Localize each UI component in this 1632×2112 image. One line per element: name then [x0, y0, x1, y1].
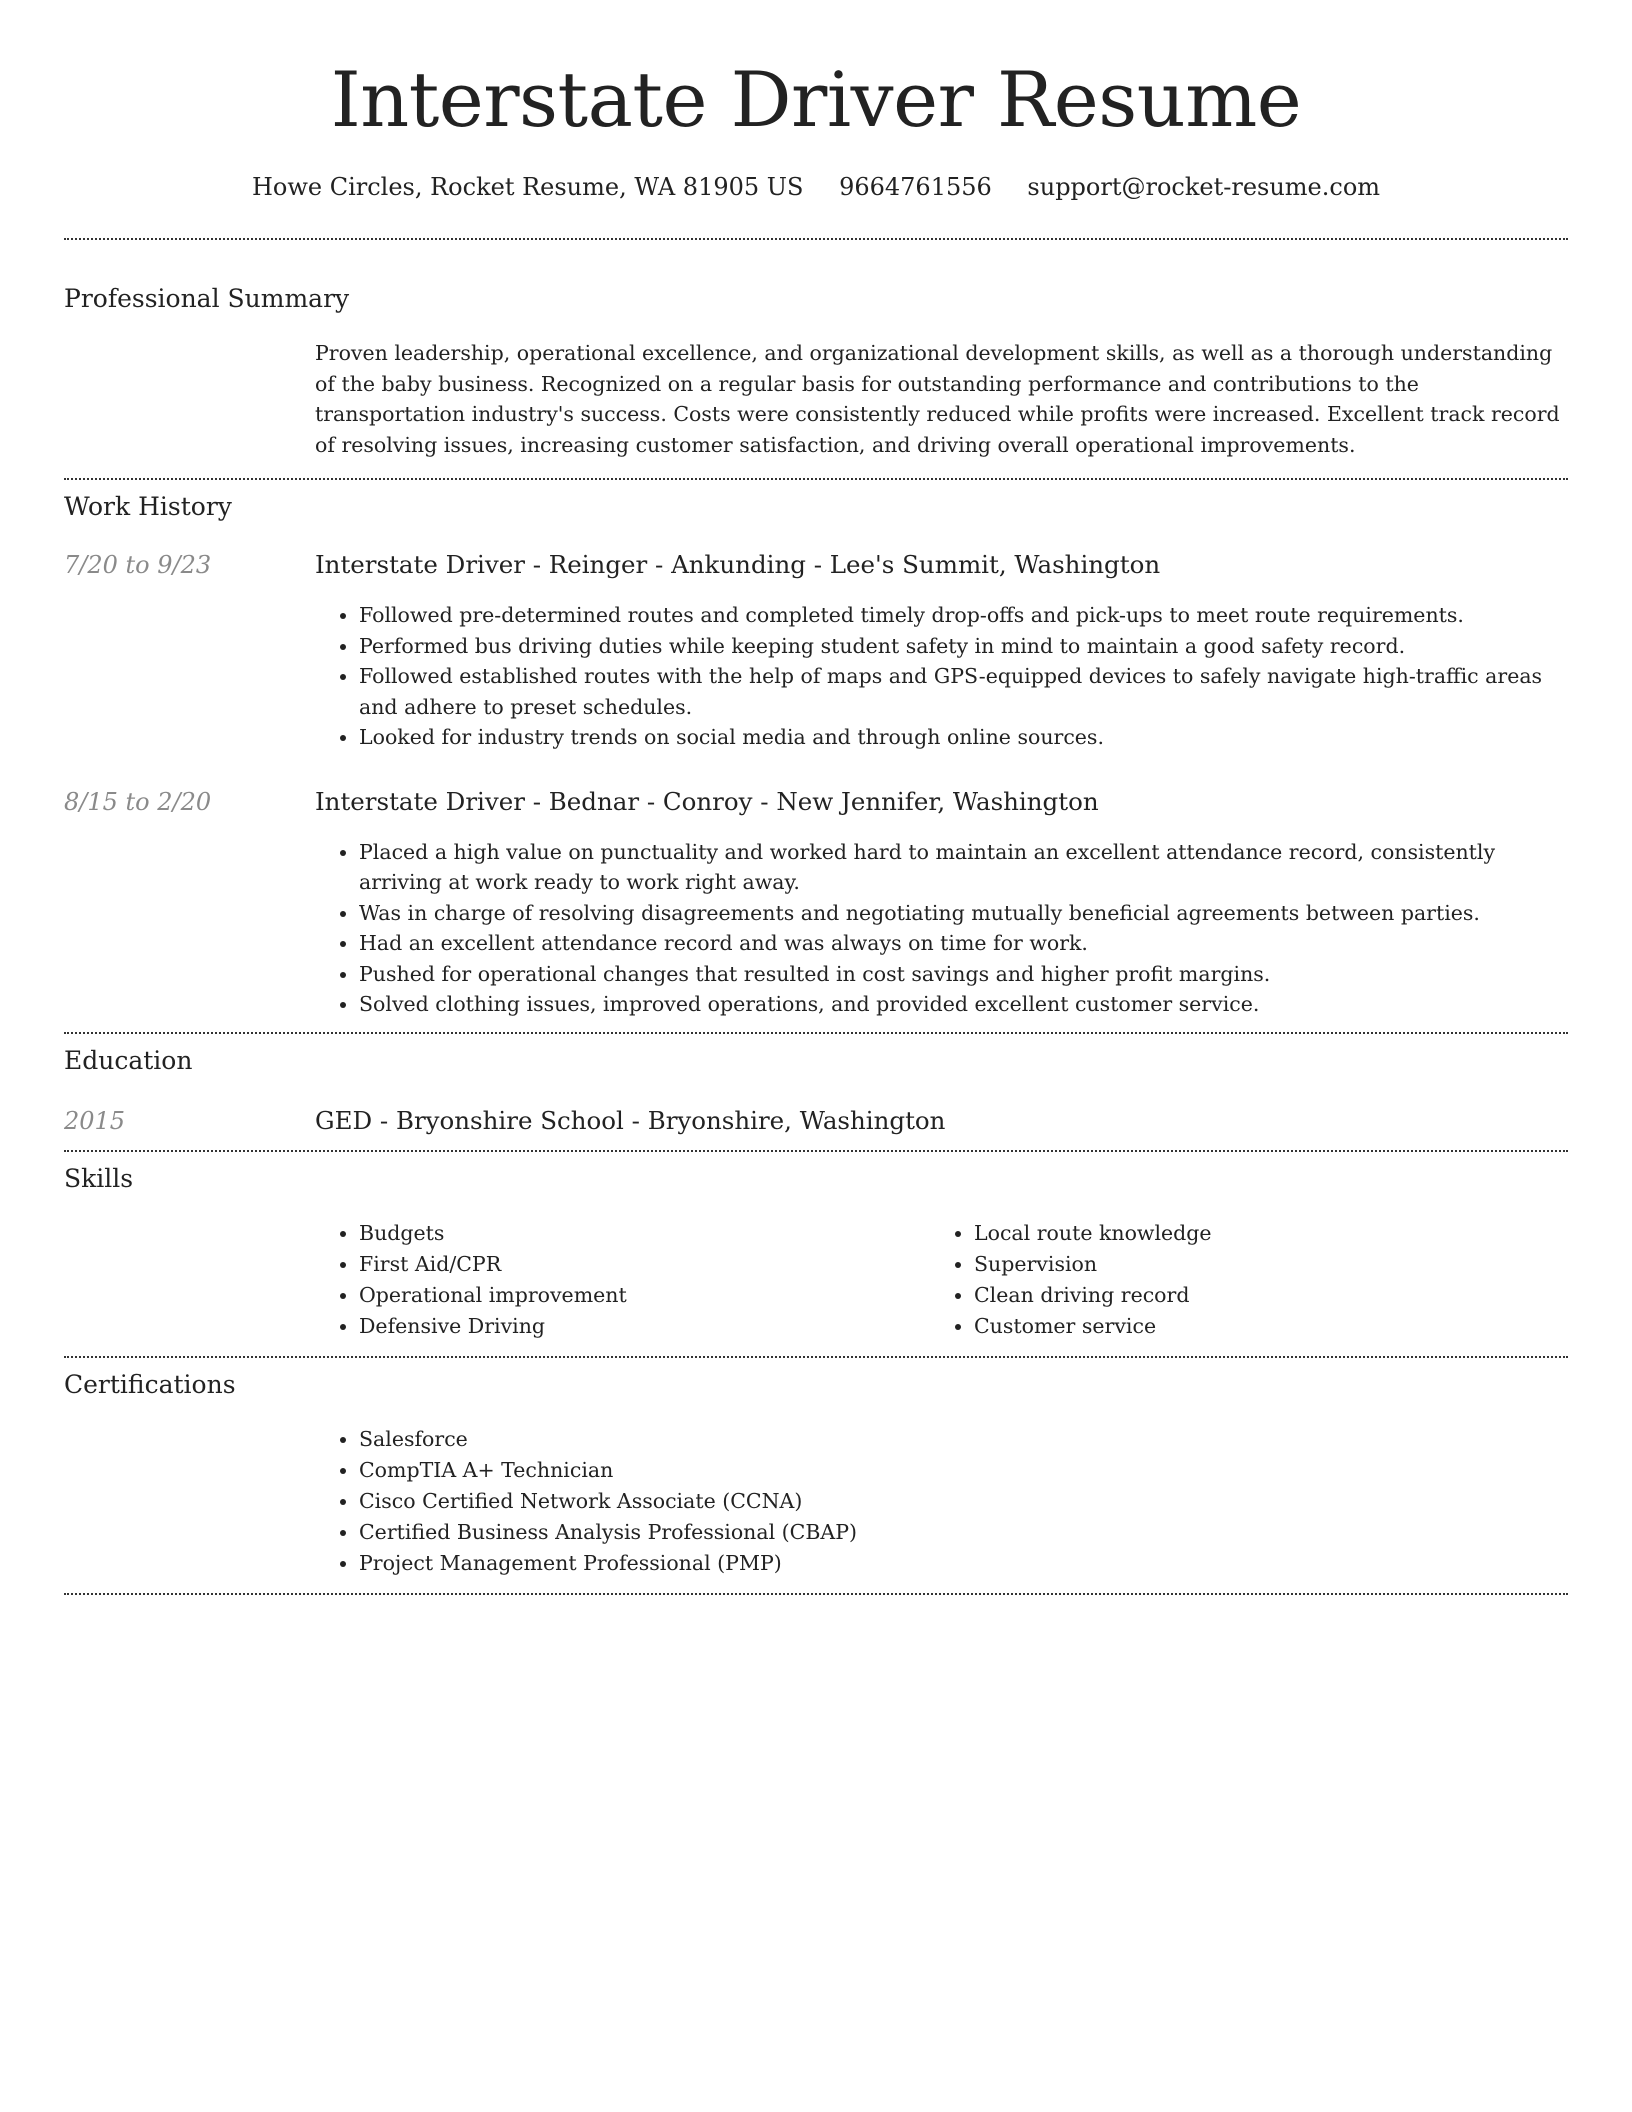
skill-item: • Defensive Driving: [359, 1311, 930, 1342]
skill-item: • First Aid/CPR: [359, 1249, 930, 1280]
summary-text: Proven leadership, operational excellence, and organizational development skills, as well as a thorough understanding of the baby business. Recognized on a regular basis for outstanding performance and contributions to the transportation industry's success. Costs were consistently reduced while profits were increased. Excellent track record of resolving issues, increasing customer satisfaction, and driving overall operational improvements.: [315, 341, 1560, 457]
job-bullets: [315, 837, 1568, 1020]
contact-email: support@rocket-resume.com: [1027, 173, 1381, 201]
education-heading: Education: [64, 1045, 193, 1075]
job-bullet: • Looked for industry trends on social media and through online sources.: [359, 722, 1568, 753]
job-body: [315, 787, 1568, 1020]
certifications-section: [64, 1358, 1568, 1593]
job-bullet: • Was in charge of resolving disagreements and negotiating mutually beneficial agreements between parties.: [359, 898, 1568, 929]
certifications-list: [315, 1424, 1568, 1579]
education-year: 2015: [64, 1106, 126, 1135]
contact-line: [64, 172, 1568, 202]
divider: [64, 1593, 1568, 1595]
summary-heading: Professional Summary: [64, 284, 350, 313]
job-bullet: • Placed a high value on punctuality and worked hard to maintain an excellent attendance record, consistently arriving at work ready to work right away.: [359, 837, 1568, 898]
job-bullet: • Had an excellent attendance record and was always on time for work.: [359, 928, 1568, 959]
summary-section: [64, 240, 1568, 478]
skill-item: • Supervision: [974, 1249, 1545, 1280]
certification-item: • Cisco Certified Network Associate (CCNA): [359, 1486, 1568, 1517]
job-bullet: • Followed established routes with the help of maps and GPS-equipped devices to safely navigate high-traffic areas and adhere to preset schedules.: [359, 661, 1568, 722]
skills-column-left: [315, 1218, 930, 1342]
job-entry: [64, 787, 1568, 1020]
skill-item: • Budgets: [359, 1218, 930, 1249]
skills-column-right: [930, 1218, 1545, 1342]
certifications-heading: Certifications: [64, 1369, 236, 1399]
contact-phone: 9664761556: [839, 173, 992, 201]
certification-item: • Project Management Professional (PMP): [359, 1548, 1568, 1579]
skill-item: • Local route knowledge: [974, 1218, 1545, 1249]
job-entry: [64, 550, 1568, 753]
work-history-heading: Work History: [64, 492, 232, 521]
skill-item: • Clean driving record: [974, 1280, 1545, 1311]
contact-address: Howe Circles, Rocket Resume, WA 81905 US: [251, 173, 804, 201]
skill-item: • Customer service: [974, 1311, 1545, 1342]
skills-grid: [315, 1218, 1568, 1342]
certification-item: • CompTIA A+ Technician: [359, 1455, 1568, 1486]
education-entry: [64, 1106, 1568, 1136]
job-body: [315, 550, 1568, 753]
education-section: [64, 1034, 1568, 1150]
job-bullet: • Pushed for operational changes that resulted in cost savings and higher profit margins.: [359, 959, 1568, 990]
job-dates: 7/20 to 9/23: [64, 551, 212, 579]
skills-section: [64, 1152, 1568, 1356]
job-bullet: • Performed bus driving duties while keeping student safety in mind to maintain a good safety record.: [359, 631, 1568, 662]
certification-item: • Salesforce: [359, 1424, 1568, 1455]
skill-item: • Operational improvement: [359, 1280, 930, 1311]
education-title: GED - Bryonshire School - Bryonshire, Washington: [315, 1105, 946, 1135]
job-bullets: [315, 600, 1568, 753]
job-bullet: • Followed pre-determined routes and completed timely drop-offs and pick-ups to meet route requirements.: [359, 600, 1568, 631]
resume-title: Interstate Driver Resume: [330, 55, 1302, 144]
job-bullet: • Solved clothing issues, improved operations, and provided excellent customer service.: [359, 989, 1568, 1020]
work-history-section: [64, 480, 1568, 1032]
skills-heading: Skills: [64, 1163, 134, 1193]
job-title: Interstate Driver - Bednar - Conroy - New Jennifer, Washington: [315, 786, 1099, 816]
certification-item: • Certified Business Analysis Professional (CBAP): [359, 1517, 1568, 1548]
job-dates: 8/15 to 2/20: [64, 787, 212, 816]
job-title: Interstate Driver - Reinger - Ankunding - Lee's Summit, Washington: [315, 550, 1161, 579]
